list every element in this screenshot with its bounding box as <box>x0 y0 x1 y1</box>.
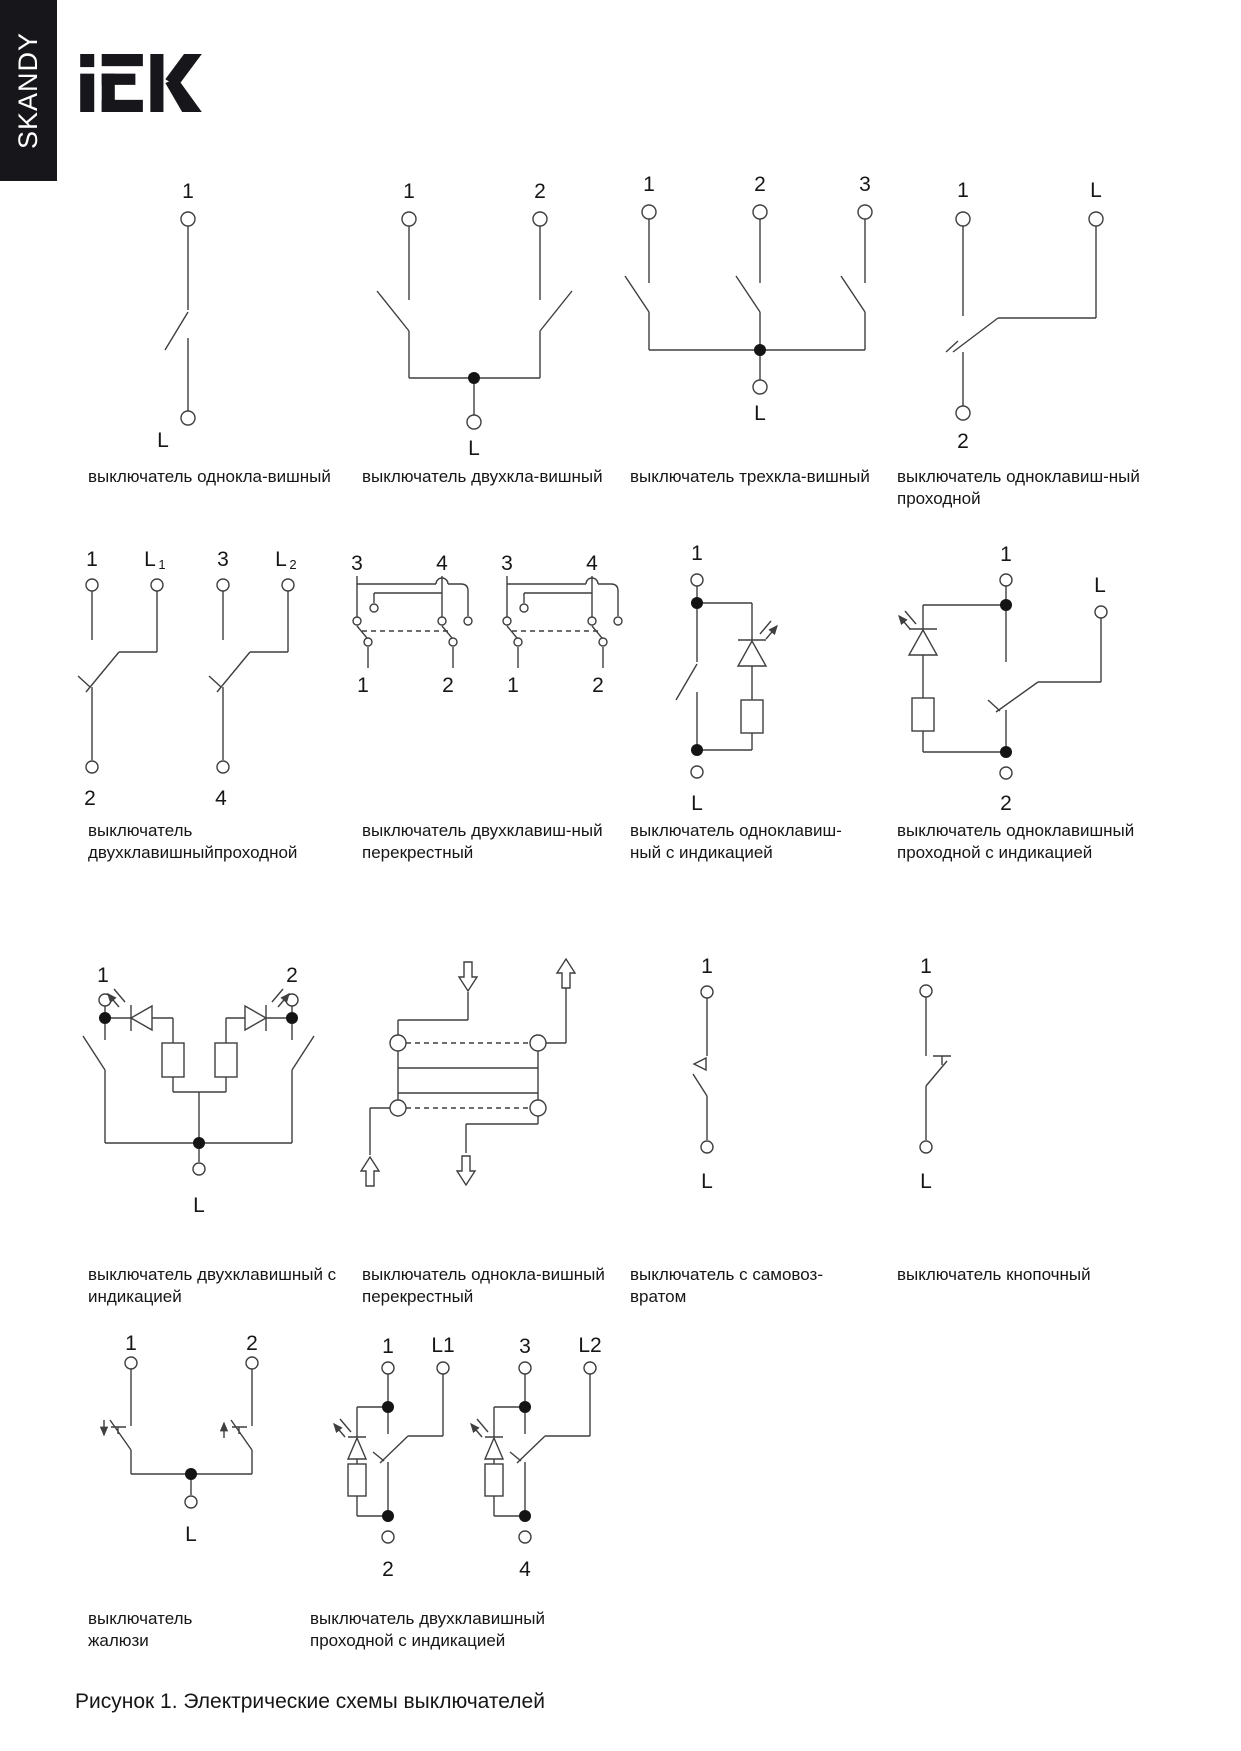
svg-text:2: 2 <box>382 1558 394 1581</box>
svg-text:L: L <box>691 792 703 815</box>
figure-caption: Рисунок 1. Электрические схемы выключателей <box>75 1690 545 1713</box>
diagram-three-gang-switch <box>625 173 872 425</box>
terminal-circle <box>753 380 767 394</box>
led-indicator <box>334 1419 366 1459</box>
terminal-circle <box>858 205 872 219</box>
junction-dot <box>691 597 703 609</box>
terminal-circle <box>519 1362 531 1374</box>
contact-circle <box>353 617 361 625</box>
svg-text:1: 1 <box>158 557 166 572</box>
junction-dot <box>99 1012 111 1024</box>
svg-text:2: 2 <box>754 173 766 196</box>
up-arrow-icon <box>557 959 575 988</box>
svg-text:1: 1 <box>920 955 932 978</box>
terminal-circle <box>402 212 416 226</box>
caption-two-gang-two-way-indicator: выключатель двухклавишный проходной с индикацией <box>310 1609 545 1650</box>
junction-dot <box>754 344 766 356</box>
diagram-one-gang-switch <box>157 180 195 452</box>
led-indicator <box>899 611 937 655</box>
svg-text:2: 2 <box>289 557 297 572</box>
svg-text:L: L <box>144 548 156 571</box>
svg-text:L: L <box>275 548 287 571</box>
svg-text:L: L <box>185 1523 197 1546</box>
terminal-circle <box>691 574 703 586</box>
contact-circle <box>614 617 622 625</box>
terminal-circle <box>282 579 294 591</box>
junction-dot <box>382 1401 394 1413</box>
terminal-circle <box>1000 574 1012 586</box>
contact-circle <box>514 638 522 646</box>
caption-one-gang-intermediate: выключатель однокла-вишный перекрестный <box>362 1265 605 1306</box>
svg-text:1: 1 <box>691 542 703 565</box>
caption-two-gang-intermediate: выключатель двухклавиш-ный перекрестный <box>362 821 603 862</box>
svg-text:3: 3 <box>217 548 229 571</box>
terminal-circle <box>533 212 547 226</box>
led-indicator <box>108 989 152 1031</box>
diagram-two-gang-two-way-switch <box>78 548 297 810</box>
caption-momentary: выключатель с самовоз- вратом <box>630 1265 823 1306</box>
caption-two-gang: выключатель двухкла-вишный <box>362 467 603 486</box>
terminal-circle <box>701 986 713 998</box>
caption-one-gang: выключатель однокла-вишный <box>88 467 331 486</box>
contact-circle <box>438 617 446 625</box>
caption-three-gang: выключатель трехкла-вишный <box>630 467 870 486</box>
terminal-circle <box>920 985 932 997</box>
terminal-circle <box>181 411 195 425</box>
svg-text:L: L <box>701 1170 713 1193</box>
svg-text:2: 2 <box>534 180 546 203</box>
svg-text:2: 2 <box>1000 792 1012 815</box>
junction-dot <box>1000 599 1012 611</box>
terminal-circle <box>382 1362 394 1374</box>
resistor <box>741 700 763 733</box>
svg-text:1: 1 <box>382 1335 394 1358</box>
resistor <box>485 1464 503 1496</box>
caption-one-gang-two-way: выключатель одноклавиш-ный проходной <box>897 467 1140 508</box>
terminal-circle <box>181 212 195 226</box>
terminal-circle <box>701 1141 713 1153</box>
contact-circle <box>390 1100 406 1116</box>
led-indicator <box>738 621 777 666</box>
terminal-circle <box>125 1357 137 1369</box>
contact-circle <box>390 1035 406 1051</box>
diagram-one-gang-two-way-switch <box>946 179 1103 453</box>
diagram-momentary-switch <box>693 955 713 1193</box>
junction-dot <box>185 1468 197 1480</box>
terminal-circle <box>753 205 767 219</box>
svg-text:L: L <box>1094 574 1106 597</box>
contact-circle <box>530 1100 546 1116</box>
junction-dot <box>691 744 703 756</box>
contact-circle <box>370 604 378 612</box>
junction-dot <box>382 1510 394 1522</box>
junction-dot <box>468 372 480 384</box>
terminal-circle <box>1089 212 1103 226</box>
terminal-circle <box>193 1163 205 1175</box>
svg-text:1: 1 <box>125 1332 137 1355</box>
caption-one-gang-indicator: выключатель одноклавиш- ный с индикацией <box>630 821 842 862</box>
svg-text:1: 1 <box>643 173 655 196</box>
terminal-circle <box>382 1531 394 1543</box>
contact-circle <box>503 617 511 625</box>
terminal-circle <box>642 205 656 219</box>
up-arrow-icon <box>361 1157 379 1186</box>
spring-return-icon <box>694 1058 706 1070</box>
contact-circle <box>520 604 528 612</box>
terminal-circle <box>519 1531 531 1543</box>
contact-circle <box>599 638 607 646</box>
svg-text:L1: L1 <box>431 1334 455 1357</box>
caption-one-gang-two-way-indicator: выключатель одноклавишный проходной с индикацией <box>897 821 1135 862</box>
diagram-two-gang-intermediate-switch <box>351 552 622 697</box>
junction-dot <box>193 1137 205 1149</box>
svg-text:L2: L2 <box>578 1334 602 1357</box>
svg-text:1: 1 <box>1000 543 1012 566</box>
terminal-circle <box>1000 767 1012 779</box>
terminal-circle <box>86 579 98 591</box>
terminal-circle <box>86 761 98 773</box>
svg-text:4: 4 <box>586 552 598 575</box>
svg-text:4: 4 <box>519 1558 531 1581</box>
svg-text:1: 1 <box>957 179 969 202</box>
svg-text:2: 2 <box>592 674 604 697</box>
svg-text:1: 1 <box>507 674 519 697</box>
terminal-circle <box>217 761 229 773</box>
svg-text:3: 3 <box>859 173 871 196</box>
svg-text:2: 2 <box>957 430 969 453</box>
diagram-two-gang-two-way-switch-indicator <box>334 1334 602 1581</box>
diagram-blind-switch <box>104 1332 258 1546</box>
caption-two-gang-indicator: выключатель двухклавишный с индикацией <box>88 1265 337 1306</box>
svg-text:3: 3 <box>351 552 363 575</box>
diagram-one-gang-intermediate-switch <box>361 959 575 1186</box>
resistor <box>348 1464 366 1496</box>
svg-text:2: 2 <box>84 787 96 810</box>
svg-text:L: L <box>193 1194 205 1217</box>
resistor <box>162 1043 184 1077</box>
terminal-circle <box>467 415 481 429</box>
caption-push-button: выключатель кнопочный <box>897 1265 1091 1284</box>
caption-two-gang-two-way: выключатель двухклавишныйпроходной <box>88 821 298 862</box>
svg-text:2: 2 <box>286 964 298 987</box>
contact-circle <box>588 617 596 625</box>
terminal-circle <box>246 1357 258 1369</box>
terminal-circle <box>1095 606 1107 618</box>
terminal-circle <box>437 1362 449 1374</box>
down-arrow-icon <box>457 1156 475 1185</box>
terminal-circle <box>920 1141 932 1153</box>
svg-text:L: L <box>920 1170 932 1193</box>
svg-text:2: 2 <box>246 1332 258 1355</box>
terminal-label: L <box>157 429 169 452</box>
diagram-one-gang-two-way-switch-indicator <box>899 543 1107 815</box>
terminal-circle <box>584 1362 596 1374</box>
terminal-circle <box>956 212 970 226</box>
junction-dot <box>286 1012 298 1024</box>
svg-text:4: 4 <box>215 787 227 810</box>
svg-text:3: 3 <box>501 552 513 575</box>
svg-text:1: 1 <box>701 955 713 978</box>
junction-dot <box>519 1401 531 1413</box>
terminal-circle <box>151 579 163 591</box>
svg-text:2: 2 <box>442 674 454 697</box>
svg-text:3: 3 <box>519 1335 531 1358</box>
terminal-circle <box>217 579 229 591</box>
diagram-two-gang-switch-indicator <box>83 964 314 1217</box>
terminal-circle <box>691 766 703 778</box>
diagram-push-button-switch <box>920 955 951 1193</box>
junction-dot <box>519 1510 531 1522</box>
diagram-one-gang-switch-indicator <box>676 542 777 815</box>
led-indicator <box>245 989 289 1031</box>
resistor <box>912 698 934 731</box>
down-arrow-icon <box>459 962 477 991</box>
svg-text:1: 1 <box>97 964 109 987</box>
junction-dot <box>1000 746 1012 758</box>
svg-text:1: 1 <box>86 548 98 571</box>
contact-circle <box>530 1035 546 1051</box>
contact-circle <box>449 638 457 646</box>
contact-circle <box>464 617 472 625</box>
svg-text:L: L <box>754 402 766 425</box>
led-indicator <box>471 1419 503 1459</box>
svg-text:1: 1 <box>403 180 415 203</box>
svg-text:1: 1 <box>357 674 369 697</box>
terminal-circle <box>185 1496 197 1508</box>
svg-text:4: 4 <box>436 552 448 575</box>
diagram-two-gang-switch <box>377 180 572 460</box>
svg-text:L: L <box>468 437 480 460</box>
terminal-circle <box>956 406 970 420</box>
banner-text: SKANDY <box>13 31 44 150</box>
svg-text:L: L <box>1090 179 1102 202</box>
caption-blind: выключатель жалюзи <box>88 1609 193 1650</box>
contact-circle <box>364 638 372 646</box>
terminal-label: 1 <box>182 180 194 203</box>
resistor <box>215 1043 237 1077</box>
